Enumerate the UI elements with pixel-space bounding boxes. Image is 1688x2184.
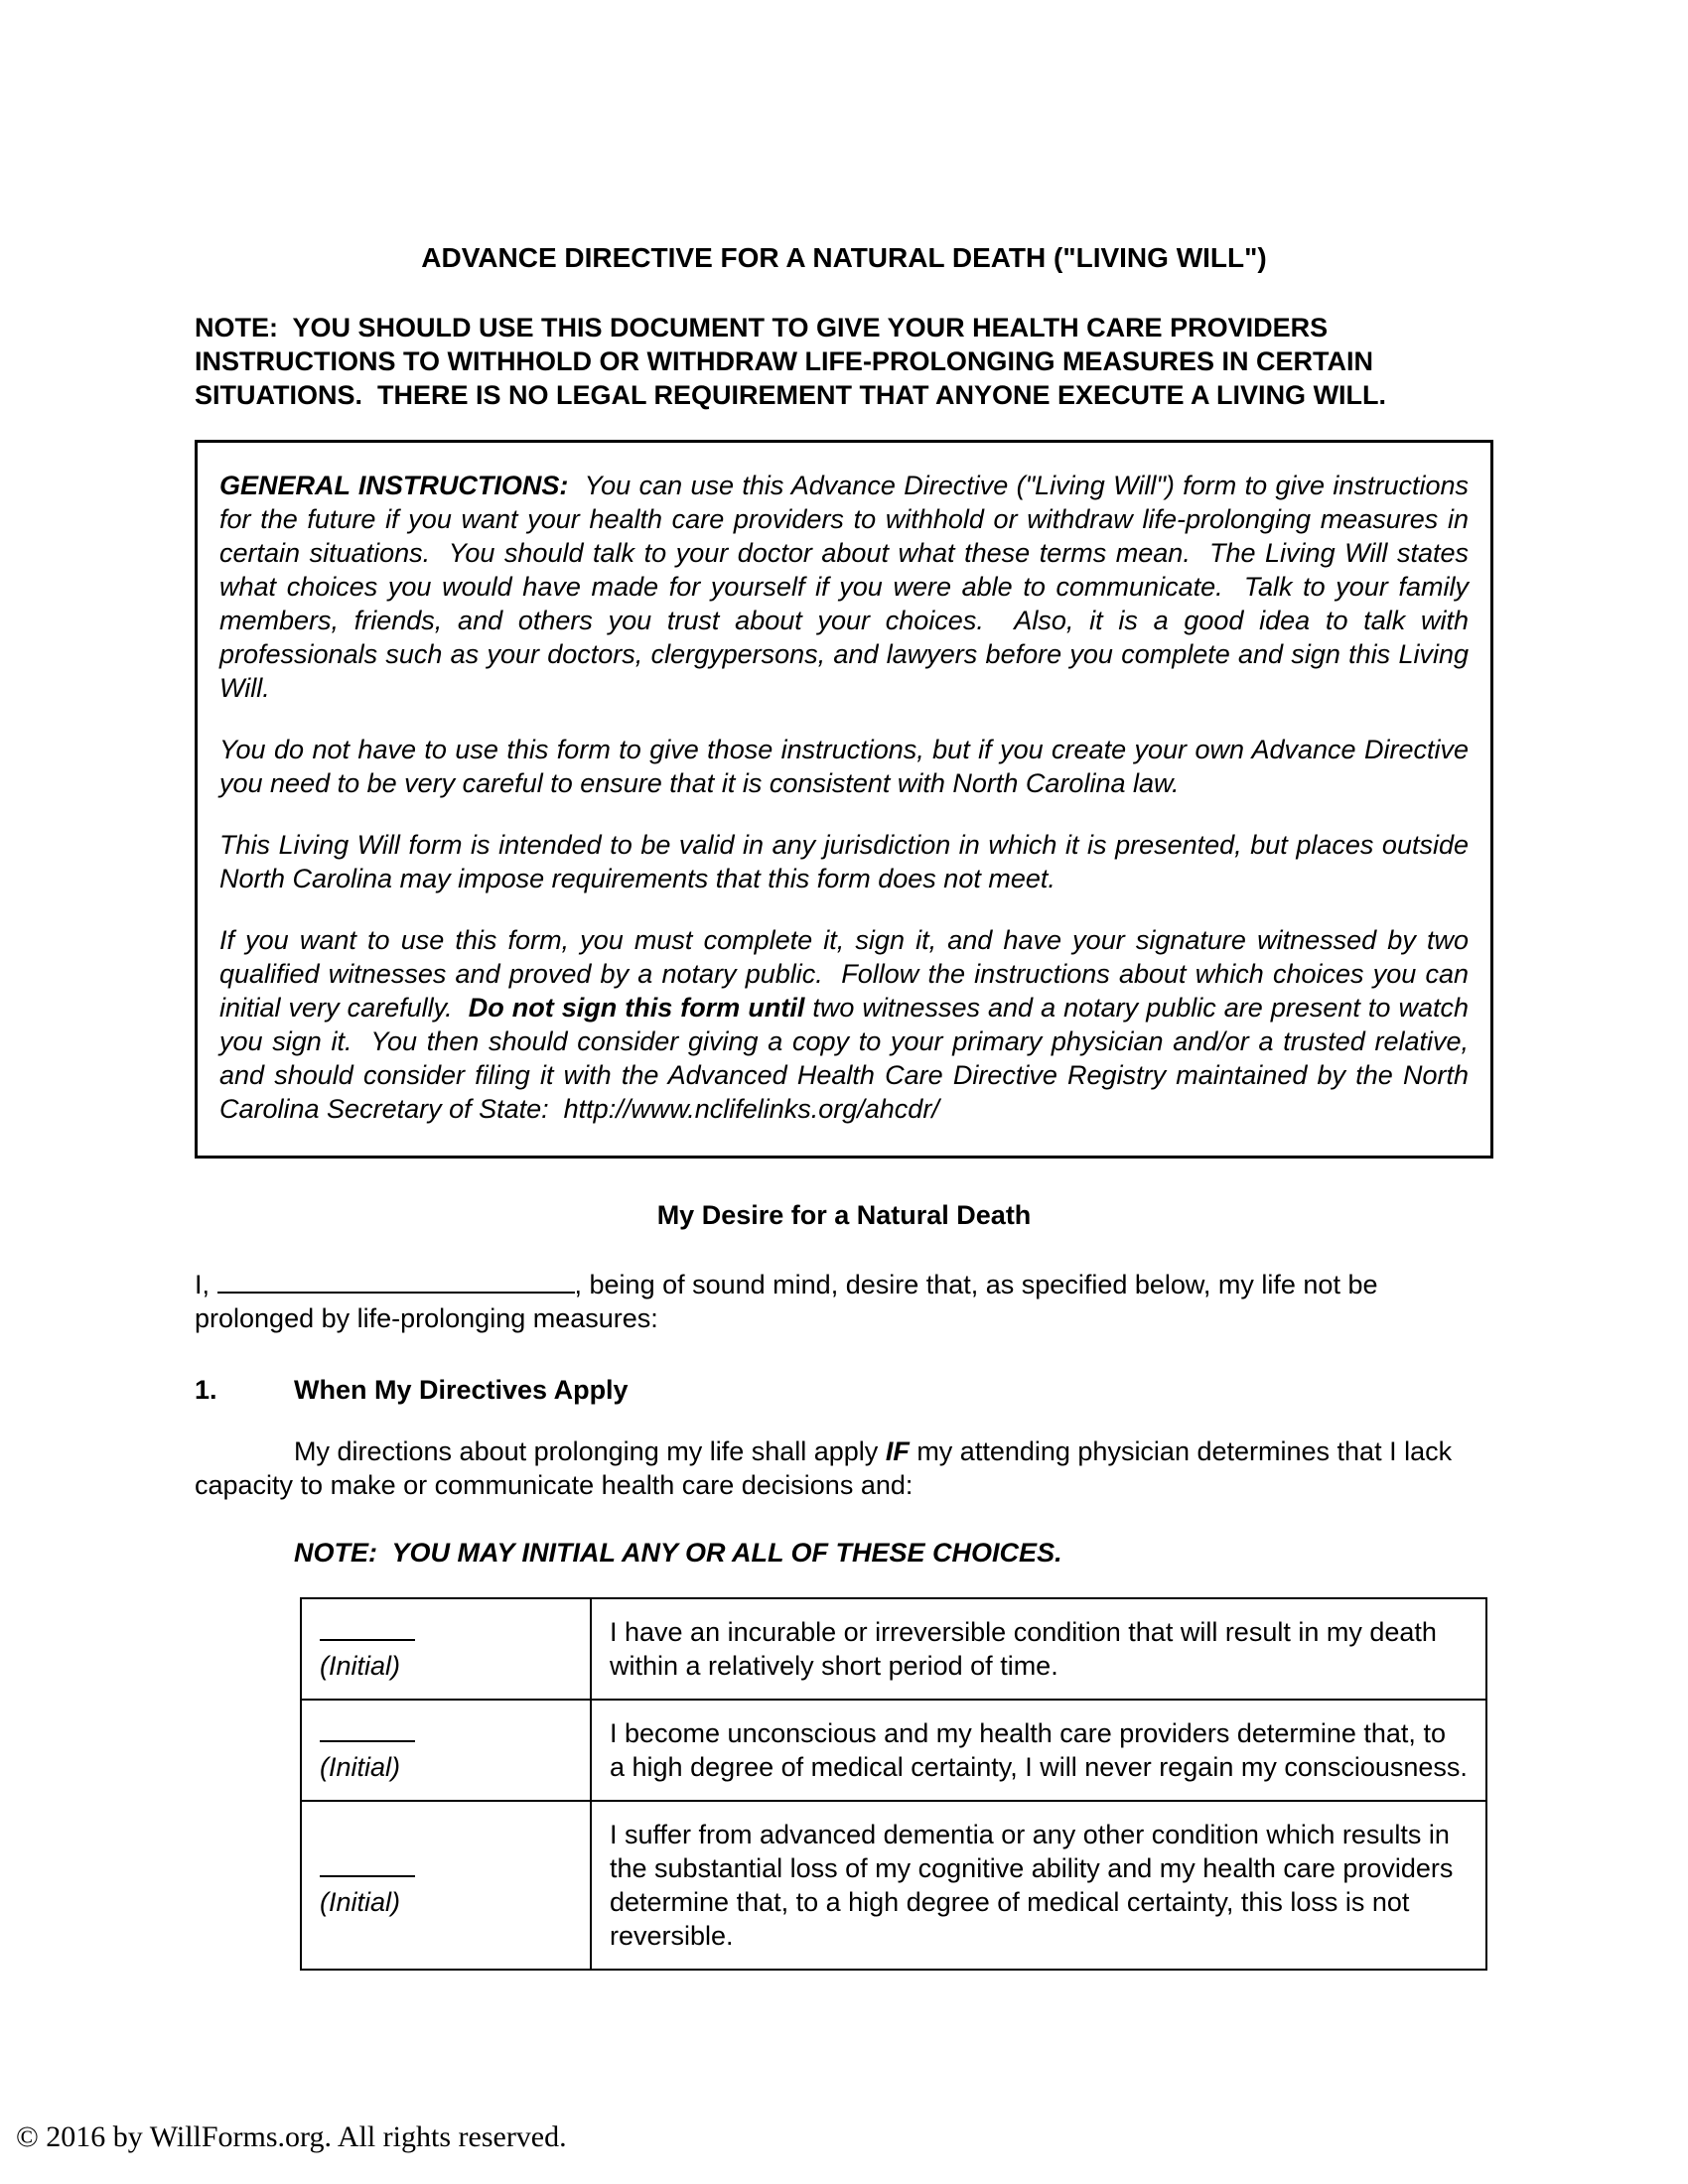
section-1-body (195, 1434, 1493, 1502)
initial-choices-note: NOTE: YOU MAY INITIAL ANY OR ALL OF THESE CHOICES. (294, 1538, 1062, 1568)
directives-table (300, 1597, 1487, 1971)
desire-section-heading: My Desire for a Natural Death (656, 1200, 1032, 1230)
copyright-footer: © 2016 by WillForms.org. All rights reserved. (16, 2120, 567, 2153)
section-1-body-pre: My directions about prolonging my life shall apply (294, 1436, 886, 1466)
general-instructions-paragraph-1 (219, 469, 1477, 705)
initial-blank-2[interactable] (320, 1724, 415, 1742)
general-instructions-paragraph-3: This Living Will form is intended to be valid in any jurisdiction in which it is presented, but places outside North Carolina may impose requirements that this form does not meet. (219, 830, 1477, 893)
initial-label-3: (Initial) (320, 1887, 401, 1917)
declaration-sentence (195, 1268, 1493, 1335)
initial-label-2: (Initial) (320, 1752, 401, 1782)
document-title: ADVANCE DIRECTIVE FOR A NATURAL DEATH ("LIVING WILL") (421, 242, 1267, 273)
general-instructions-paragraph-2: You do not have to use this form to give those instructions, but if you create your own Advance Directive you need to be very careful to ensure that it is consistent with North Carolina law. (219, 735, 1477, 798)
directive-text-cell-1: I have an incurable or irreversible condition that will result in my death within a relatively short period of time. (591, 1598, 1486, 1700)
general-instructions-text-1: You can use this Advance Directive ("Living Will") form to give instructions for the future if you want your health care providers to withhold or withdraw life-prolonging measures in certain situations. You should talk to your doctor about what these terms mean. The Living Will states what choices you would have made for yourself if you were able to communicate. Talk to your family members, friends, and others you trust about your choices. Also, it is a good idea to talk with professionals such as your doctors, clergypersons, and lawyers before you complete and sign this Living Will. (219, 471, 1477, 703)
directive-row-1 (301, 1598, 1486, 1700)
general-instructions-text-4a: If you want to use this form, you must complete it, sign it, and have your signature witnessed by two qualified witnesses and proved by a notary public. Follow the instructions about which choices you can initial very carefully. (219, 925, 1477, 1023)
if-emphasis: IF (885, 1436, 910, 1466)
declaration-post: , being of sound mind, desire that, as specified below, my life not be prolonged by life-prolonging measures: (195, 1270, 1378, 1333)
section-1-body-post: my attending physician determines that I lack capacity to make or communicate health care decisions and: (195, 1436, 1460, 1500)
directive-row-3 (301, 1801, 1486, 1970)
section-1-heading (195, 1373, 1493, 1407)
initial-cell-3 (301, 1801, 591, 1970)
do-not-sign-warning: Do not sign this form until (468, 993, 805, 1023)
directive-row-2 (301, 1700, 1486, 1801)
declarant-name-blank[interactable] (217, 1274, 575, 1294)
top-note-paragraph: NOTE: YOU SHOULD USE THIS DOCUMENT TO GIVE YOUR HEALTH CARE PROVIDERS INSTRUCTIONS TO WITHHOLD OR WITHDRAW LIFE-PROLONGING MEASURES IN CERTAIN SITUATIONS. THERE IS NO LEGAL REQUIREMENT THAT ANYONE EXECUTE A LIVING WILL. (195, 313, 1387, 410)
initial-blank-3[interactable] (320, 1859, 415, 1877)
declaration-pre: I, (195, 1270, 217, 1299)
section-1-title: When My Directives Apply (294, 1375, 629, 1405)
general-instructions-label: GENERAL INSTRUCTIONS: (219, 471, 569, 500)
initial-cell-1 (301, 1598, 591, 1700)
directive-text-cell-3: I suffer from advanced dementia or any other condition which results in the substantial loss of my cognitive ability and my health care providers determine that, to a high degree of medical certainty, this loss is not reversible. (591, 1801, 1486, 1970)
section-1-number: 1. (195, 1375, 217, 1405)
general-instructions-text-4b: two witnesses and a notary public are present to watch you sign it. You then should consider giving a copy to your primary physician and/or a trusted relative, and should consider filing it with the Advanced Health Care Directive Registry maintained by the North Carolina Secretary of State: http://www.nclifelinks.org/ahcdr/ (219, 993, 1477, 1124)
initial-cell-2 (301, 1700, 591, 1801)
initial-blank-1[interactable] (320, 1623, 415, 1641)
general-instructions-paragraph-4 (219, 923, 1477, 1126)
initial-label-1: (Initial) (320, 1651, 401, 1681)
directive-text-cell-2: I become unconscious and my health care providers determine that, to a high degree of medical certainty, I will never regain my consciousness. (591, 1700, 1486, 1801)
general-instructions-box (195, 440, 1493, 1159)
